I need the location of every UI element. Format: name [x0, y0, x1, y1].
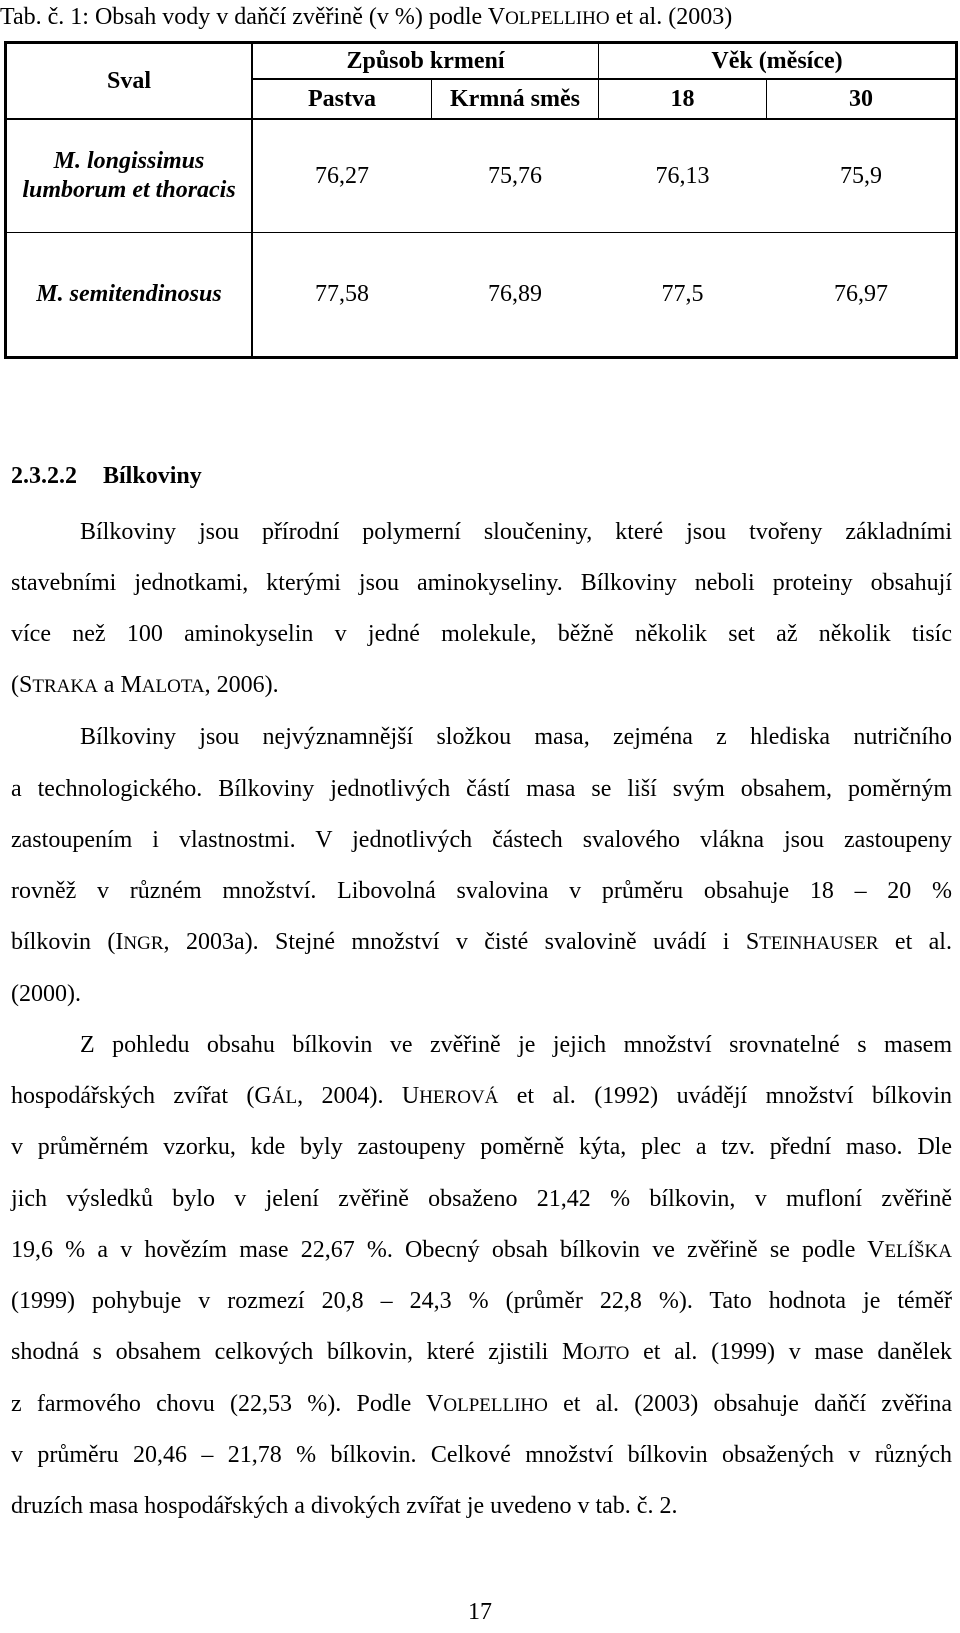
- small-caps-name: ELÍŠKA: [884, 1241, 952, 1262]
- body-text-segment: et al.: [878, 929, 952, 955]
- body-line: [11, 1132, 952, 1162]
- table-cell: 75,9: [840, 162, 882, 189]
- body-line: [11, 1337, 952, 1367]
- body-text-segment: (1999) pohybuje v rozmezí 20,8 – 24,3 % (průměr 22,8 %). Tato hodnota je téměř: [11, 1288, 952, 1314]
- body-text-segment: shodná s obsahem celkových bílkovin, které zjistili M: [11, 1339, 584, 1365]
- table-caption: [0, 2, 960, 34]
- body-text-segment: stavebními jednotkami, kterými jsou aminokyseliny. Bílkoviny neboli proteiny obsahují: [11, 570, 952, 596]
- small-caps-name: TEINHAUSER: [759, 933, 879, 954]
- body-line: [11, 927, 952, 957]
- row-muscle-name: [7, 120, 251, 232]
- body-line: [11, 1081, 952, 1111]
- body-text-segment: jich výsledků bylo v jelení zvěřině obsaženo 21,42 % bílkovin, v mufloní zvěřině: [11, 1186, 952, 1212]
- row-muscle-name-line2: lumborum et thoracis: [22, 177, 236, 203]
- body-text-segment: Z pohledu obsahu bílkovin ve zvěřině je jejich množství srovnatelné s masem: [80, 1032, 952, 1058]
- table-cell: 76,89: [488, 281, 542, 307]
- section-number: 2.3.2.2: [11, 463, 77, 489]
- body-text-segment: z farmového chovu (22,53 %). Podle V: [11, 1391, 444, 1417]
- body-line: [11, 1184, 952, 1214]
- body-text-segment: hospodářských zvířat (G: [11, 1083, 272, 1109]
- header-vek: Věk (měsíce): [711, 47, 843, 74]
- body-text-segment: Bílkoviny jsou přírodní polymerní sloučeniny, které jsou tvořeny základními: [80, 519, 952, 545]
- body-line: [11, 1286, 952, 1316]
- body-text-segment: zastoupením i vlastnostmi. V jednotlivých částech svalového vlákna jsou zastoupeny: [11, 827, 952, 853]
- header-krmna-smes: Krmná směs: [450, 85, 580, 112]
- body-line: [11, 825, 952, 855]
- body-text-segment: rovněž v různém množství. Libovolná svalovina v průměru obsahuje 18 – 20 %: [11, 878, 952, 904]
- body-line: [11, 1389, 952, 1419]
- small-caps-name: ALOTA: [141, 676, 205, 697]
- header-sval: Sval: [106, 67, 151, 94]
- small-caps-name: NGR: [123, 933, 164, 954]
- small-caps-name: ÁL: [271, 1087, 298, 1108]
- body-line: [80, 722, 952, 752]
- body-text-segment: , 2006).: [204, 672, 279, 698]
- header-age-18: 18: [670, 85, 695, 112]
- small-caps-name: OJTO: [583, 1343, 630, 1364]
- body-text-segment: et al. (2003) obsahuje daňčí zvěřina: [547, 1391, 952, 1417]
- body-text-segment: druzích masa hospodářských a divokých zvířat je uvedeno v tab. č. 2.: [11, 1493, 678, 1519]
- caption-suffix: et al. (2003): [609, 4, 733, 30]
- header-zpusob-krmeni: Způsob krmení: [346, 47, 505, 74]
- caption-author-initial: V: [487, 4, 506, 30]
- section-heading: [11, 461, 202, 491]
- body-line: [80, 1030, 952, 1060]
- water-content-table: [4, 41, 958, 359]
- table-cell: 77,58: [315, 281, 369, 307]
- body-line: [11, 568, 952, 598]
- body-text-segment: et al. (1992) uvádějí množství bílkovin: [498, 1083, 953, 1109]
- page-number: 17: [468, 1599, 492, 1625]
- body-text-segment: 19,6 % a v hovězím mase 22,67 %. Obecný obsah bílkovin ve zvěřině se podle V: [11, 1237, 885, 1263]
- body-text-segment: (2000).: [11, 981, 81, 1007]
- body-text-segment: více než 100 aminokyselin v jedné molekule, běžně několik set až několik tisíc: [11, 621, 952, 647]
- row-muscle-name: M. semitendinosus: [36, 281, 222, 307]
- body-line: [11, 1235, 952, 1265]
- body-text-segment: a technologického. Bílkoviny jednotlivých částí masa se liší svým obsahem, poměrným: [11, 776, 952, 802]
- body-text-segment: v průměrném vzorku, kde byly zastoupeny poměrně kýta, plec a tzv. přední maso. Dle: [11, 1134, 952, 1160]
- body-line: [11, 979, 952, 1009]
- body-text-segment: a M: [97, 672, 142, 698]
- body-text-segment: v průměru 20,46 – 21,78 % bílkovin. Celkové množství bílkovin obsažených v různých: [11, 1442, 952, 1468]
- body-line: [80, 517, 952, 547]
- body-text-segment: bílkovin (I: [11, 929, 124, 955]
- body-text-segment: (S: [11, 672, 33, 698]
- table-cell: 76,13: [655, 162, 710, 189]
- table-cell: 76,27: [315, 162, 369, 189]
- table-cell: 75,76: [488, 162, 542, 189]
- body-text-segment: , 2003a). Stejné množství v čisté svalovině uvádí i S: [163, 929, 760, 955]
- caption-author-rest: OLPELLIHO: [505, 8, 610, 29]
- small-caps-name: HEROVÁ: [419, 1087, 499, 1108]
- body-text-segment: Bílkoviny jsou nejvýznamnější složkou masa, zejména z hlediska nutričního: [80, 724, 952, 750]
- caption-prefix: Tab. č. 1: Obsah vody v daňčí zvěřině (v %) podle: [0, 4, 488, 30]
- body-text-segment: , 2004). U: [297, 1083, 420, 1109]
- table-cell: 77,5: [661, 281, 704, 307]
- row-muscle-name-line1: M. longissimus: [53, 148, 205, 174]
- small-caps-name: TRAKA: [32, 676, 98, 697]
- body-line: [11, 1440, 952, 1470]
- body-line: [11, 670, 952, 700]
- body-line: [11, 876, 952, 906]
- header-age-30: 30: [849, 85, 873, 112]
- table-cell: 76,97: [834, 281, 888, 307]
- body-line: [11, 619, 952, 649]
- body-line: [11, 1491, 952, 1521]
- section-title: Bílkoviny: [103, 463, 202, 489]
- header-pastva: Pastva: [308, 85, 376, 112]
- small-caps-name: OLPELLIHO: [443, 1395, 548, 1416]
- body-line: [11, 774, 952, 804]
- body-text-segment: et al. (1999) v mase danělek: [629, 1339, 953, 1365]
